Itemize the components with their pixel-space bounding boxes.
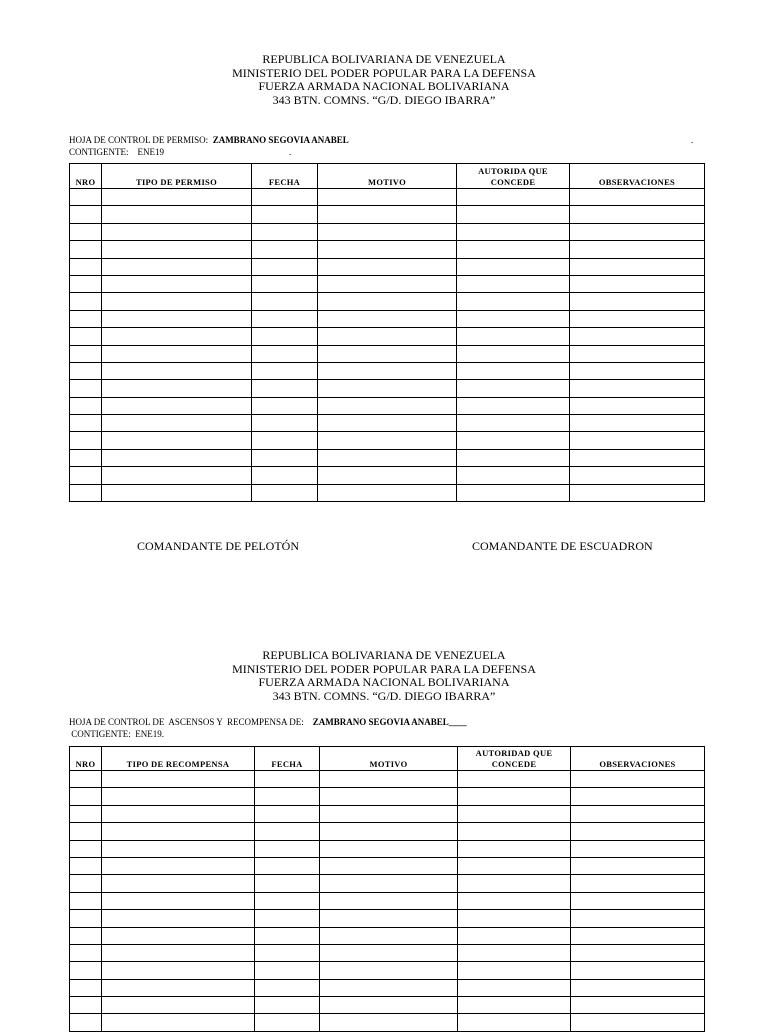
table-cell[interactable] — [318, 484, 457, 501]
table-cell[interactable] — [320, 1014, 458, 1031]
table-cell[interactable] — [102, 345, 252, 362]
table-cell[interactable] — [458, 1014, 571, 1031]
table-cell[interactable] — [102, 875, 255, 892]
table-cell[interactable] — [318, 397, 457, 414]
table-cell[interactable] — [570, 345, 705, 362]
table-row — [70, 275, 705, 292]
table-cell[interactable] — [70, 258, 102, 275]
table-cell[interactable] — [320, 979, 458, 996]
column-header: OBSERVACIONES — [571, 747, 705, 771]
table-row — [70, 189, 705, 206]
table-cell[interactable] — [570, 467, 705, 484]
table-cell[interactable] — [255, 875, 320, 892]
table-cell[interactable] — [70, 910, 102, 927]
column-header: NRO — [70, 164, 102, 189]
table-cell[interactable] — [102, 1014, 255, 1031]
table-cell[interactable] — [458, 944, 571, 961]
table-row — [70, 962, 705, 979]
table-cell[interactable] — [570, 484, 705, 501]
table-cell[interactable] — [458, 805, 571, 822]
table-cell[interactable] — [318, 206, 457, 223]
table-cell[interactable] — [70, 223, 102, 240]
table-cell[interactable] — [570, 275, 705, 292]
table-cell[interactable] — [102, 892, 255, 909]
table-row — [70, 449, 705, 466]
table-cell[interactable] — [255, 944, 320, 961]
column-header: TIPO DE RECOMPENSA — [102, 747, 255, 771]
column-header: AUTORIDAD QUE CONCEDE — [458, 747, 571, 771]
table-cell[interactable] — [458, 840, 571, 857]
table-cell[interactable] — [458, 962, 571, 979]
table-row — [70, 1014, 705, 1031]
form1-header-line: FUERZA ARMADA NACIONAL BOLIVARIANA — [258, 79, 510, 93]
table-cell[interactable] — [570, 241, 705, 258]
table-row — [70, 771, 705, 788]
table-cell[interactable] — [571, 962, 705, 979]
table-cell[interactable] — [102, 484, 252, 501]
column-header: FECHA — [255, 747, 320, 771]
table-cell[interactable] — [457, 241, 570, 258]
table-cell[interactable] — [102, 380, 252, 397]
table-cell[interactable] — [70, 241, 102, 258]
table-cell[interactable] — [252, 258, 318, 275]
table-cell[interactable] — [318, 380, 457, 397]
column-header: MOTIVO — [318, 164, 457, 189]
table-cell[interactable] — [458, 997, 571, 1014]
table-cell[interactable] — [318, 449, 457, 466]
table-cell[interactable] — [320, 771, 458, 788]
column-header: NRO — [70, 747, 102, 771]
table-cell[interactable] — [255, 771, 320, 788]
table-cell[interactable] — [457, 467, 570, 484]
form2-info — [69, 716, 467, 740]
table-cell[interactable] — [70, 823, 102, 840]
table-cell[interactable] — [102, 997, 255, 1014]
table-row — [70, 805, 705, 822]
table-cell[interactable] — [70, 805, 102, 822]
table-cell[interactable] — [570, 328, 705, 345]
table-row — [70, 293, 705, 310]
table-cell[interactable] — [102, 771, 255, 788]
table-cell[interactable] — [102, 241, 252, 258]
table-cell[interactable] — [570, 223, 705, 240]
table-cell[interactable] — [252, 449, 318, 466]
table-cell[interactable] — [571, 788, 705, 805]
table-row — [70, 997, 705, 1014]
table-cell[interactable] — [102, 310, 252, 327]
table-cell[interactable] — [457, 380, 570, 397]
table-header-row — [70, 164, 705, 189]
table-cell[interactable] — [70, 449, 102, 466]
table-cell[interactable] — [571, 892, 705, 909]
form1-contingent-value: ENE19 — [137, 147, 164, 157]
table-cell[interactable] — [457, 293, 570, 310]
form2-header-line: REPUBLICA BOLIVARIANA DE VENEZUELA — [262, 648, 506, 662]
table-cell[interactable] — [571, 910, 705, 927]
table-cell[interactable] — [320, 875, 458, 892]
form2-header-line: MINISTERIO DEL PODER POPULAR PARA LA DEFENSA — [232, 661, 536, 676]
table-cell[interactable] — [570, 258, 705, 275]
table-cell[interactable] — [102, 467, 252, 484]
table-cell[interactable] — [571, 875, 705, 892]
table-row — [70, 927, 705, 944]
table-cell[interactable] — [252, 484, 318, 501]
column-header: TIPO DE PERMISO — [102, 164, 252, 189]
table-cell[interactable] — [458, 771, 571, 788]
table-cell[interactable] — [252, 415, 318, 432]
table-row — [70, 467, 705, 484]
table-cell[interactable] — [318, 241, 457, 258]
table-cell[interactable] — [70, 875, 102, 892]
table-cell[interactable] — [320, 944, 458, 961]
table-cell[interactable] — [458, 875, 571, 892]
table-cell[interactable] — [458, 892, 571, 909]
table-cell[interactable] — [252, 310, 318, 327]
table-cell[interactable] — [102, 223, 252, 240]
table-cell[interactable] — [320, 857, 458, 874]
table-cell[interactable] — [458, 857, 571, 874]
table-cell[interactable] — [457, 189, 570, 206]
table-row — [70, 892, 705, 909]
table-cell[interactable] — [102, 962, 255, 979]
table-cell[interactable] — [571, 979, 705, 996]
table-cell[interactable] — [457, 484, 570, 501]
table-cell[interactable] — [252, 467, 318, 484]
table-cell[interactable] — [458, 979, 571, 996]
table-cell[interactable] — [318, 275, 457, 292]
table-cell[interactable] — [457, 275, 570, 292]
table-cell[interactable] — [571, 927, 705, 944]
table-cell[interactable] — [458, 910, 571, 927]
table-cell[interactable] — [570, 415, 705, 432]
table-cell[interactable] — [318, 293, 457, 310]
table-cell[interactable] — [102, 275, 252, 292]
table-cell[interactable] — [255, 840, 320, 857]
table-cell[interactable] — [102, 328, 252, 345]
permission-table — [69, 163, 705, 502]
table-cell[interactable] — [70, 788, 102, 805]
form2-header — [0, 649, 768, 703]
table-row — [70, 944, 705, 961]
rewards-table — [69, 746, 705, 1032]
squadron-commander-signature: COMANDANTE DE ESCUADRON — [472, 539, 653, 553]
table-cell[interactable] — [102, 857, 255, 874]
table-cell[interactable] — [318, 310, 457, 327]
table-cell[interactable] — [252, 397, 318, 414]
table-row — [70, 840, 705, 857]
table-cell[interactable] — [102, 927, 255, 944]
table-row — [70, 823, 705, 840]
table-cell[interactable] — [102, 206, 252, 223]
table-cell[interactable] — [320, 823, 458, 840]
table-cell[interactable] — [318, 345, 457, 362]
table-cell[interactable] — [70, 310, 102, 327]
table-cell[interactable] — [570, 293, 705, 310]
table-cell[interactable] — [70, 979, 102, 996]
table-cell[interactable] — [318, 328, 457, 345]
table-cell[interactable] — [102, 415, 252, 432]
form1-header-line: MINISTERIO DEL PODER POPULAR PARA LA DEFENSA — [232, 65, 536, 80]
table-cell[interactable] — [252, 345, 318, 362]
form2-contingent-label: CONTIGENTE: — [71, 729, 131, 739]
table-cell[interactable] — [457, 258, 570, 275]
table-cell[interactable] — [70, 189, 102, 206]
table-row — [70, 788, 705, 805]
form1-name: ZAMBRANO SEGOVIA ANABEL — [212, 135, 349, 145]
table-cell[interactable] — [102, 944, 255, 961]
table-cell[interactable] — [255, 857, 320, 874]
table-cell[interactable] — [70, 275, 102, 292]
table-cell[interactable] — [102, 788, 255, 805]
table-cell[interactable] — [457, 310, 570, 327]
form2-name: ZAMBRANO SEGOVIA ANABEL____ — [312, 717, 467, 727]
table-cell[interactable] — [70, 380, 102, 397]
table-cell[interactable] — [102, 293, 252, 310]
table-cell[interactable] — [252, 380, 318, 397]
table-cell[interactable] — [458, 788, 571, 805]
table-cell[interactable] — [570, 362, 705, 379]
table-row — [70, 397, 705, 414]
table-cell[interactable] — [70, 944, 102, 961]
table-row — [70, 310, 705, 327]
table-cell[interactable] — [70, 1014, 102, 1031]
table-cell[interactable] — [457, 449, 570, 466]
table-cell[interactable] — [571, 944, 705, 961]
stray-dot: . — [691, 135, 694, 145]
table-cell[interactable] — [570, 189, 705, 206]
table-cell[interactable] — [255, 910, 320, 927]
form1-header-line: REPUBLICA BOLIVARIANA DE VENEZUELA — [262, 52, 506, 66]
table-cell[interactable] — [255, 962, 320, 979]
table-cell[interactable] — [70, 206, 102, 223]
table-cell[interactable] — [102, 397, 252, 414]
table-cell[interactable] — [70, 840, 102, 857]
table-cell[interactable] — [70, 997, 102, 1014]
table-row — [70, 875, 705, 892]
table-cell[interactable] — [70, 328, 102, 345]
table-cell[interactable] — [457, 397, 570, 414]
table-cell[interactable] — [70, 771, 102, 788]
table-cell[interactable] — [252, 328, 318, 345]
table-cell[interactable] — [102, 840, 255, 857]
form1-info — [69, 134, 349, 158]
table-cell[interactable] — [102, 449, 252, 466]
table-cell[interactable] — [318, 415, 457, 432]
form1-header — [0, 53, 768, 107]
table-cell[interactable] — [70, 927, 102, 944]
table-cell[interactable] — [320, 892, 458, 909]
form1-label: HOJA DE CONTROL DE PERMISO: — [69, 135, 209, 145]
table-cell[interactable] — [102, 362, 252, 379]
table-cell[interactable] — [255, 979, 320, 996]
table-cell[interactable] — [252, 362, 318, 379]
form1-contingent-label: CONTIGENTE: — [69, 147, 129, 157]
table-cell[interactable] — [70, 892, 102, 909]
column-header: AUTORIDA QUE CONCEDE — [457, 164, 570, 189]
form2-header-line: FUERZA ARMADA NACIONAL BOLIVARIANA — [258, 675, 510, 689]
table-cell[interactable] — [70, 432, 102, 449]
table-header-row — [70, 747, 705, 771]
table-cell[interactable] — [318, 432, 457, 449]
table-cell[interactable] — [570, 206, 705, 223]
table-cell[interactable] — [318, 467, 457, 484]
table-cell[interactable] — [571, 857, 705, 874]
table-cell[interactable] — [571, 1014, 705, 1031]
table-row — [70, 241, 705, 258]
table-cell[interactable] — [102, 189, 252, 206]
table-cell[interactable] — [255, 997, 320, 1014]
table-cell[interactable] — [320, 805, 458, 822]
table-cell[interactable] — [255, 892, 320, 909]
table-row — [70, 223, 705, 240]
table-row — [70, 362, 705, 379]
table-cell[interactable] — [320, 997, 458, 1014]
table-cell[interactable] — [252, 189, 318, 206]
table-cell[interactable] — [318, 362, 457, 379]
table-cell[interactable] — [255, 927, 320, 944]
table-row — [70, 345, 705, 362]
table-cell[interactable] — [457, 362, 570, 379]
table-cell[interactable] — [70, 345, 102, 362]
table-row — [70, 857, 705, 874]
table-cell[interactable] — [252, 223, 318, 240]
table-row — [70, 258, 705, 275]
form2-header-line: 343 BTN. COMNS. “G/D. DIEGO IBARRA” — [272, 688, 496, 703]
table-cell[interactable] — [571, 771, 705, 788]
table-cell[interactable] — [570, 432, 705, 449]
table-cell[interactable] — [571, 840, 705, 857]
table-cell[interactable] — [320, 962, 458, 979]
table-cell[interactable] — [457, 206, 570, 223]
table-cell[interactable] — [571, 997, 705, 1014]
table-cell[interactable] — [70, 962, 102, 979]
table-cell[interactable] — [571, 805, 705, 822]
table-cell[interactable] — [255, 1014, 320, 1031]
table-row — [70, 415, 705, 432]
table-cell[interactable] — [252, 275, 318, 292]
table-cell[interactable] — [255, 805, 320, 822]
table-cell[interactable] — [320, 910, 458, 927]
table-cell[interactable] — [102, 432, 252, 449]
table-cell[interactable] — [70, 484, 102, 501]
table-cell[interactable] — [320, 927, 458, 944]
table-cell[interactable] — [318, 189, 457, 206]
table-row — [70, 206, 705, 223]
table-cell[interactable] — [320, 788, 458, 805]
table-cell[interactable] — [70, 467, 102, 484]
table-cell[interactable] — [102, 823, 255, 840]
table-cell[interactable] — [457, 328, 570, 345]
table-cell[interactable] — [458, 927, 571, 944]
table-row — [70, 380, 705, 397]
table-row — [70, 979, 705, 996]
form1-header-line: 343 BTN. COMNS. “G/D. DIEGO IBARRA” — [272, 92, 496, 107]
table-cell[interactable] — [570, 449, 705, 466]
form2-contingent-value: ENE19. — [135, 729, 164, 739]
table-cell[interactable] — [571, 823, 705, 840]
table-cell[interactable] — [70, 293, 102, 310]
column-header: FECHA — [252, 164, 318, 189]
table-cell[interactable] — [458, 823, 571, 840]
table-cell[interactable] — [318, 258, 457, 275]
table-cell[interactable] — [457, 223, 570, 240]
table-cell[interactable] — [457, 345, 570, 362]
table-cell[interactable] — [102, 910, 255, 927]
table-row — [70, 910, 705, 927]
table-cell[interactable] — [255, 823, 320, 840]
table-row — [70, 484, 705, 501]
table-cell[interactable] — [457, 415, 570, 432]
stray-dot: . — [289, 147, 292, 157]
table-cell[interactable] — [252, 206, 318, 223]
table-cell[interactable] — [570, 310, 705, 327]
table-cell[interactable] — [252, 241, 318, 258]
platoon-commander-signature: COMANDANTE DE PELOTÓN — [137, 539, 299, 553]
table-cell[interactable] — [320, 840, 458, 857]
table-row — [70, 432, 705, 449]
column-header: OBSERVACIONES — [570, 164, 705, 189]
table-cell[interactable] — [70, 397, 102, 414]
table-cell[interactable] — [318, 223, 457, 240]
table-cell[interactable] — [70, 415, 102, 432]
column-header: MOTIVO — [320, 747, 458, 771]
table-cell[interactable] — [570, 380, 705, 397]
table-cell[interactable] — [102, 258, 252, 275]
table-cell[interactable] — [102, 805, 255, 822]
table-cell[interactable] — [255, 788, 320, 805]
table-row — [70, 328, 705, 345]
table-cell[interactable] — [252, 293, 318, 310]
table-cell[interactable] — [70, 362, 102, 379]
table-cell[interactable] — [102, 979, 255, 996]
form2-label: HOJA DE CONTROL DE ASCENSOS Y RECOMPENSA DE: — [69, 717, 304, 727]
table-cell[interactable] — [457, 432, 570, 449]
table-cell[interactable] — [70, 857, 102, 874]
table-cell[interactable] — [570, 397, 705, 414]
table-cell[interactable] — [252, 432, 318, 449]
